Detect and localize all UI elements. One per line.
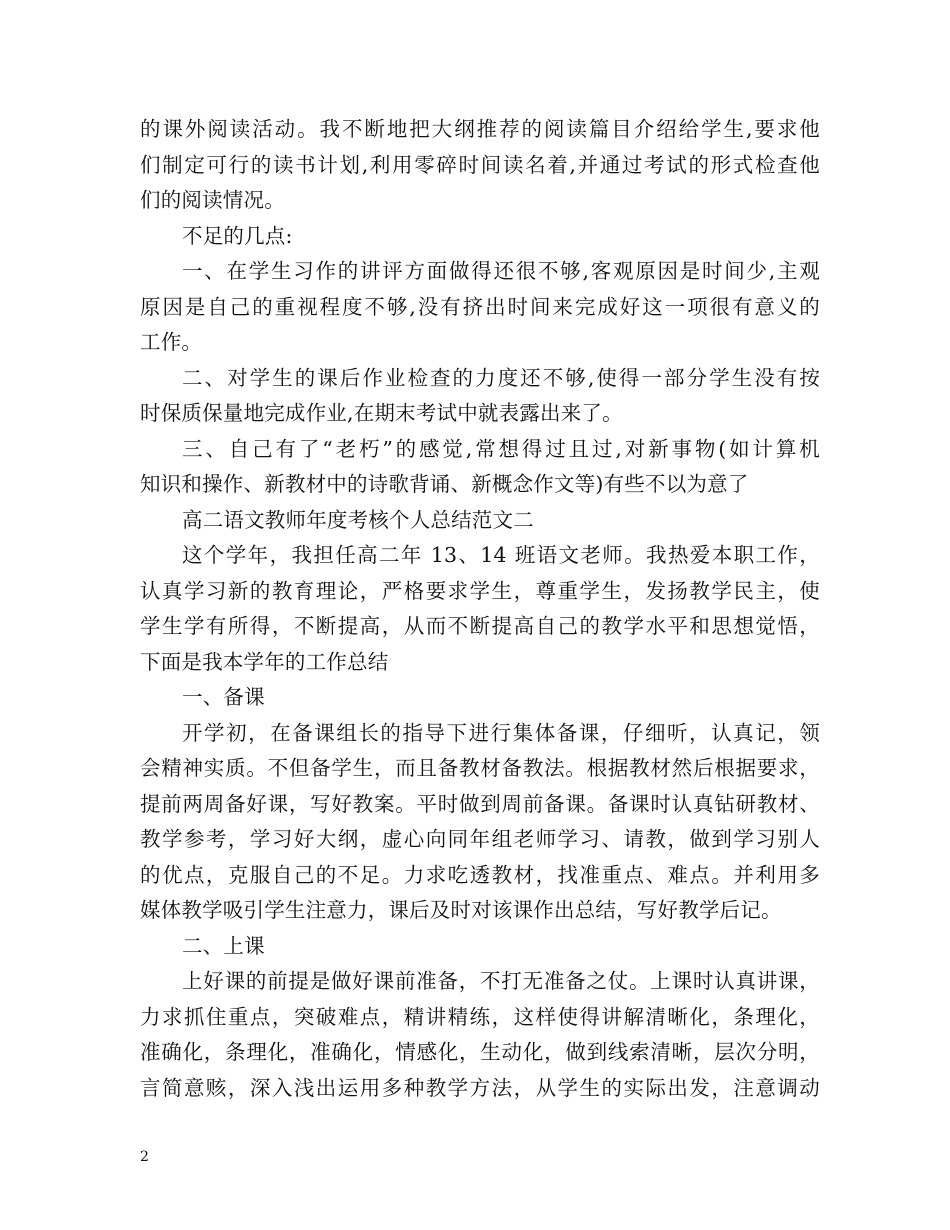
text-line: 认真学习新的教育理论，严格要求学生，尊重学生，发扬教学民主，使 [140, 578, 820, 603]
text-line: 媒体教学吸引学生注意力，课后及时对该课作出总结，写好教学后记。 [140, 898, 782, 922]
text-line: 二、对学生的课后作业检查的力度还不够,使得一部分学生没有按 [182, 365, 820, 390]
text-line: 会精神实质。不但备学生，而且备教材备教法。根据教材然后根据要求， [140, 756, 820, 780]
text-line: 一、在学生习作的讲评方面做得还很不够,客观原因是时间少,主观 [182, 259, 820, 283]
section-heading: 二、上课 [182, 933, 265, 958]
text-line: 上好课的前提是做好课前准备，不打无准备之仗。上课时认真讲课， [182, 969, 820, 993]
text-line: 教学参考，学习好大纲，虚心向同年组老师学习、请教，做到学习别人 [140, 827, 820, 851]
text-line: 的课外阅读活动。我不断地把大纲推荐的阅读篇目介绍给学生,要求他 [140, 117, 820, 141]
text-line: 下面是我本学年的工作总结 [140, 649, 389, 674]
text-line: 准确化，条理化，准确化，情感化，生动化，做到线索清晰，层次分明， [140, 1040, 820, 1064]
text-line: 力求抓住重点，突破难点，精讲精练，这样使得讲解清晰化，条理化， [140, 1004, 820, 1029]
text-line: 们制定可行的读书计划,利用零碎时间读名着,并通过考试的形式检查他 [140, 152, 820, 177]
text-line: 知识和操作、新教材中的诗歌背诵、新概念作文等)有些不以为意了 [140, 472, 749, 496]
text-line: 开学初，在备课组长的指导下进行集体备课，仔细听，认真记，领 [182, 720, 820, 745]
section-heading: 一、备课 [182, 685, 265, 709]
text-line: 原因是自己的重视程度不够,没有挤出时间来完成好这一项很有意义的 [140, 294, 820, 319]
text-line: 三、自己有了“老朽”的感觉,常想得过且过,对新事物(如计算机 [182, 436, 820, 461]
document-body [140, 112, 820, 1106]
article-title: 高二语文教师年度考核个人总结范文二 [182, 507, 534, 532]
text-line: 的优点，克服自己的不足。力求吃透教材，找准重点、难点。并利用多 [140, 862, 820, 887]
text-line: 们的阅读情况。 [140, 188, 285, 212]
text-line: 这个学年，我担任高二年 13、14 班语文老师。我热爱本职工作， [182, 543, 820, 567]
page-number: 2 [140, 1149, 149, 1165]
text-line: 学生学有所得，不断提高，从而不断提高自己的教学水平和思想觉悟， [140, 614, 820, 638]
text-line: 时保质保量地完成作业,在期末考试中就表露出来了。 [140, 401, 623, 425]
section-heading: 不足的几点: [182, 223, 293, 248]
text-line: 工作。 [140, 330, 203, 354]
text-line: 提前两周备好课，写好教案。平时做到周前备课。备课时认真钻研教材、 [140, 791, 820, 816]
text-line: 言简意赅，深入浅出运用多种教学方法，从学生的实际出发，注意调动 [140, 1075, 820, 1100]
